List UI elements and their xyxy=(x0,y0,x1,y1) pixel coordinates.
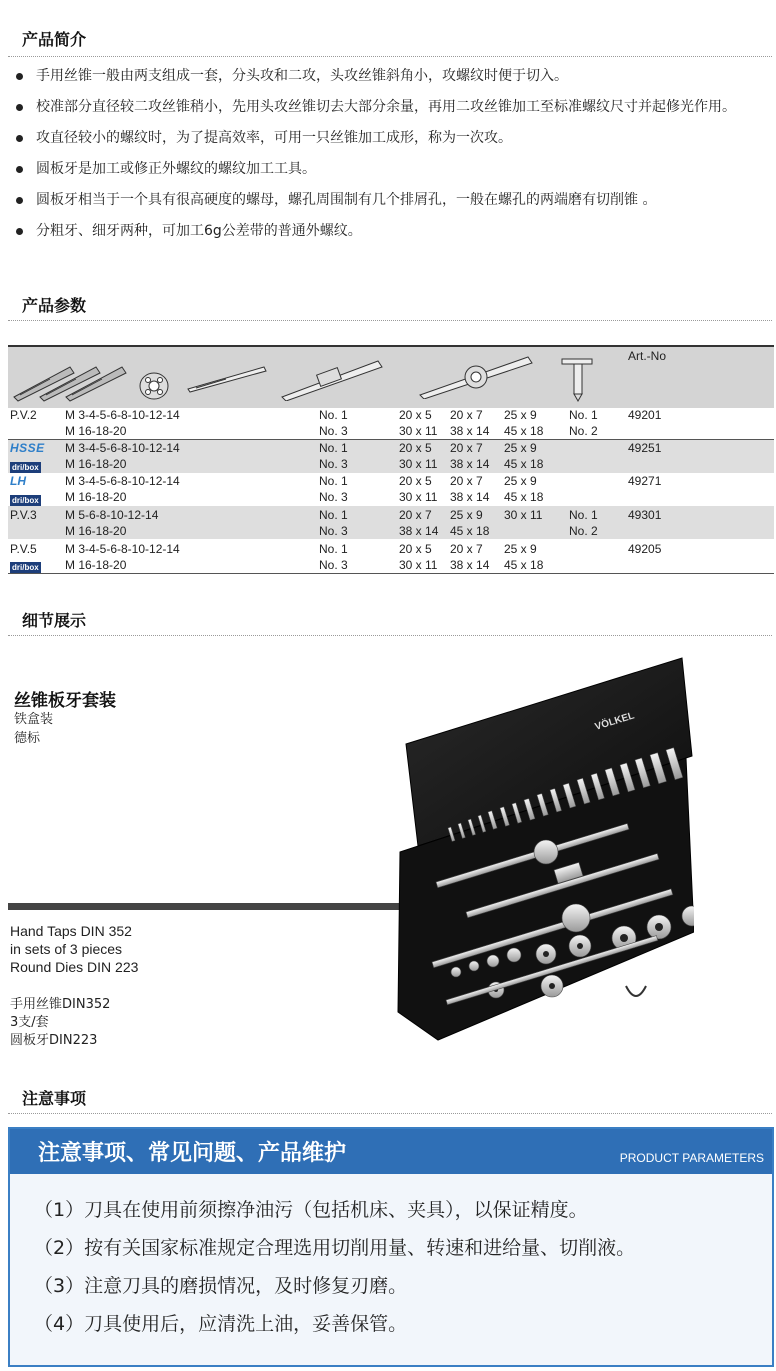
spec-text: Hand Taps DIN 352 xyxy=(10,923,132,939)
die-size: 20 x 7 xyxy=(450,441,483,455)
handle-no: No. 1 xyxy=(569,508,598,522)
art-no: 49251 xyxy=(628,441,662,455)
list-item: 分粗牙、细牙两种，可加工6g公差带的普通外螺纹。 xyxy=(14,221,774,241)
tap-sizes: M 16-18-20 xyxy=(65,424,127,438)
die-holder-icon xyxy=(416,353,536,399)
notice-panel xyxy=(8,1127,774,1367)
handle-no: No. 1 xyxy=(569,408,598,422)
detail-title: 细节展示 xyxy=(22,611,87,630)
table-row xyxy=(8,506,774,539)
notice-title: 注意事项 xyxy=(22,1089,87,1108)
handle-no: No. 2 xyxy=(569,524,598,538)
die-size: 20 x 5 xyxy=(399,542,432,556)
product-subtitle: 德标 xyxy=(14,731,41,746)
table-row xyxy=(8,440,774,473)
notice-item: （4）刀具使用后，应清洗上油，妥善保管。 xyxy=(34,1313,408,1335)
die-size: 38 x 14 xyxy=(450,490,490,504)
die-size: 20 x 7 xyxy=(450,408,483,422)
table-row xyxy=(8,473,774,506)
tap-sizes: M 16-18-20 xyxy=(65,558,127,572)
row-label: P.V.2 xyxy=(10,408,37,422)
die-size: 30 x 11 xyxy=(399,457,438,471)
die-size: 20 x 7 xyxy=(450,474,483,488)
die-size: 20 x 7 xyxy=(399,508,432,522)
params-title: 产品参数 xyxy=(22,296,87,315)
wrench-no: No. 1 xyxy=(319,474,348,488)
banner-subtitle: PRODUCT PARAMETERS xyxy=(619,1151,764,1165)
die-size: 45 x 18 xyxy=(504,490,544,504)
wrench-no: No. 1 xyxy=(319,508,348,522)
art-no: 49271 xyxy=(628,474,662,488)
product-subtitle: 铁盒装 xyxy=(14,712,54,727)
divider xyxy=(8,56,772,57)
tap-sizes: M 3-4-5-6-8-10-12-14 xyxy=(65,542,180,556)
wrench-no: No. 1 xyxy=(319,441,348,455)
list-item: 校准部分直径较二攻丝锥稍小，先用头攻丝锥切去大部分余量，再用二攻丝锥加工至标准螺纹尺寸并起修光作用。 xyxy=(14,97,774,117)
row-label: P.V.5 xyxy=(10,542,37,556)
notice-item: （2）按有关国家标准规定合理选用切削用量、转速和进给量、切削液。 xyxy=(34,1237,636,1259)
art-no-header: Art.-No xyxy=(628,349,667,363)
die-size: 30 x 11 xyxy=(399,424,438,438)
intro-list xyxy=(14,66,774,252)
die-size: 25 x 9 xyxy=(504,408,537,422)
art-no: 49301 xyxy=(628,508,662,522)
product-title: 丝锥板牙套装 xyxy=(14,691,116,711)
die-size: 25 x 9 xyxy=(504,474,537,488)
die-size: 38 x 14 xyxy=(399,524,439,538)
drill-icon xyxy=(186,363,268,393)
drillbox-logo: dri/box xyxy=(12,463,39,472)
die-size: 20 x 7 xyxy=(450,542,483,556)
die-size: 45 x 18 xyxy=(504,424,544,438)
tap-sizes: M 16-18-20 xyxy=(65,524,127,538)
wrench-no: No. 3 xyxy=(319,424,348,438)
list-item: 手用丝锥一般由两支组成一套，分头攻和二攻，头攻丝锥斜角小，攻螺纹时便于切入。 xyxy=(14,66,774,86)
list-item: 圆板牙相当于一个具有很高硬度的螺母，螺孔周围制有几个排屑孔，一般在螺孔的两端磨有切削锥 。 xyxy=(14,190,774,210)
art-no: 49201 xyxy=(628,408,662,422)
table-header xyxy=(8,345,774,408)
notice-banner xyxy=(10,1129,772,1174)
die-size: 25 x 9 xyxy=(504,441,537,455)
die-size: 45 x 18 xyxy=(504,457,544,471)
spec-text: 圆板牙DIN223 xyxy=(10,1033,98,1048)
notice-item: （1）刀具在使用前须擦净油污（包括机床、夹具），以保证精度。 xyxy=(34,1199,588,1221)
die-size: 20 x 5 xyxy=(399,474,432,488)
intro-title: 产品简介 xyxy=(22,30,87,49)
taps-icon xyxy=(10,353,140,403)
list-item: 圆板牙是加工或修正外螺纹的螺纹加工工具。 xyxy=(14,159,774,179)
die-size: 45 x 18 xyxy=(450,524,490,538)
drillbox-logo: dri/box xyxy=(12,496,39,505)
wrench-no: No. 3 xyxy=(319,457,348,471)
table-row xyxy=(8,540,774,573)
tap-sizes: M 5-6-8-10-12-14 xyxy=(65,508,159,522)
die-icon xyxy=(136,369,176,403)
wrench-no: No. 3 xyxy=(319,524,348,538)
handle-no: No. 2 xyxy=(569,424,598,438)
wrench-no: No. 1 xyxy=(319,542,348,556)
tap-sizes: M 16-18-20 xyxy=(65,490,127,504)
die-size: 25 x 9 xyxy=(504,542,537,556)
table-row xyxy=(8,406,774,439)
notice-item: （3）注意刀具的磨损情况，及时修复刃磨。 xyxy=(34,1275,408,1297)
die-size: 25 x 9 xyxy=(450,508,483,522)
params-table xyxy=(8,345,774,573)
tap-sizes: M 3-4-5-6-8-10-12-14 xyxy=(65,474,180,488)
brand-label: VÖLKEL xyxy=(593,710,636,733)
divider xyxy=(8,1113,772,1114)
die-size: 20 x 5 xyxy=(399,408,432,422)
tap-sizes: M 3-4-5-6-8-10-12-14 xyxy=(65,441,180,455)
die-size: 38 x 14 xyxy=(450,558,490,572)
row-label: P.V.3 xyxy=(10,508,37,522)
spec-text: 手用丝锥DIN352 xyxy=(10,997,111,1012)
die-size: 30 x 11 xyxy=(399,490,438,504)
divider xyxy=(8,320,772,321)
die-size: 30 x 11 xyxy=(399,558,438,572)
die-size: 38 x 14 xyxy=(450,457,490,471)
tap-wrench-icon xyxy=(278,355,388,401)
hsse-logo: HSSE xyxy=(10,441,45,455)
wrench-no: No. 3 xyxy=(319,490,348,504)
row-divider xyxy=(8,573,774,574)
list-item: 攻直径较小的螺纹时，为了提高效率，可用一只丝锥加工成形，称为一次攻。 xyxy=(14,128,774,148)
wrench-no: No. 1 xyxy=(319,408,348,422)
lh-logo: LH xyxy=(10,474,26,488)
art-no: 49205 xyxy=(628,542,662,556)
t-handle-icon xyxy=(560,353,600,403)
tap-sizes: M 3-4-5-6-8-10-12-14 xyxy=(65,408,180,422)
tool-case-image xyxy=(396,656,694,1042)
wrench-no: No. 3 xyxy=(319,558,348,572)
spec-text: in sets of 3 pieces xyxy=(10,941,123,957)
drillbox-logo: dri/box xyxy=(12,563,39,572)
die-size: 20 x 5 xyxy=(399,441,432,455)
divider xyxy=(8,635,772,636)
die-size: 30 x 11 xyxy=(504,508,543,522)
spec-text: Round Dies DIN 223 xyxy=(10,959,139,975)
banner-title: 注意事项、常见问题、产品维护 xyxy=(38,1141,347,1166)
divider-bar xyxy=(8,903,400,910)
tap-sizes: M 16-18-20 xyxy=(65,457,127,471)
spec-text: 3支/套 xyxy=(10,1015,49,1030)
die-size: 45 x 18 xyxy=(504,558,544,572)
die-size: 38 x 14 xyxy=(450,424,490,438)
